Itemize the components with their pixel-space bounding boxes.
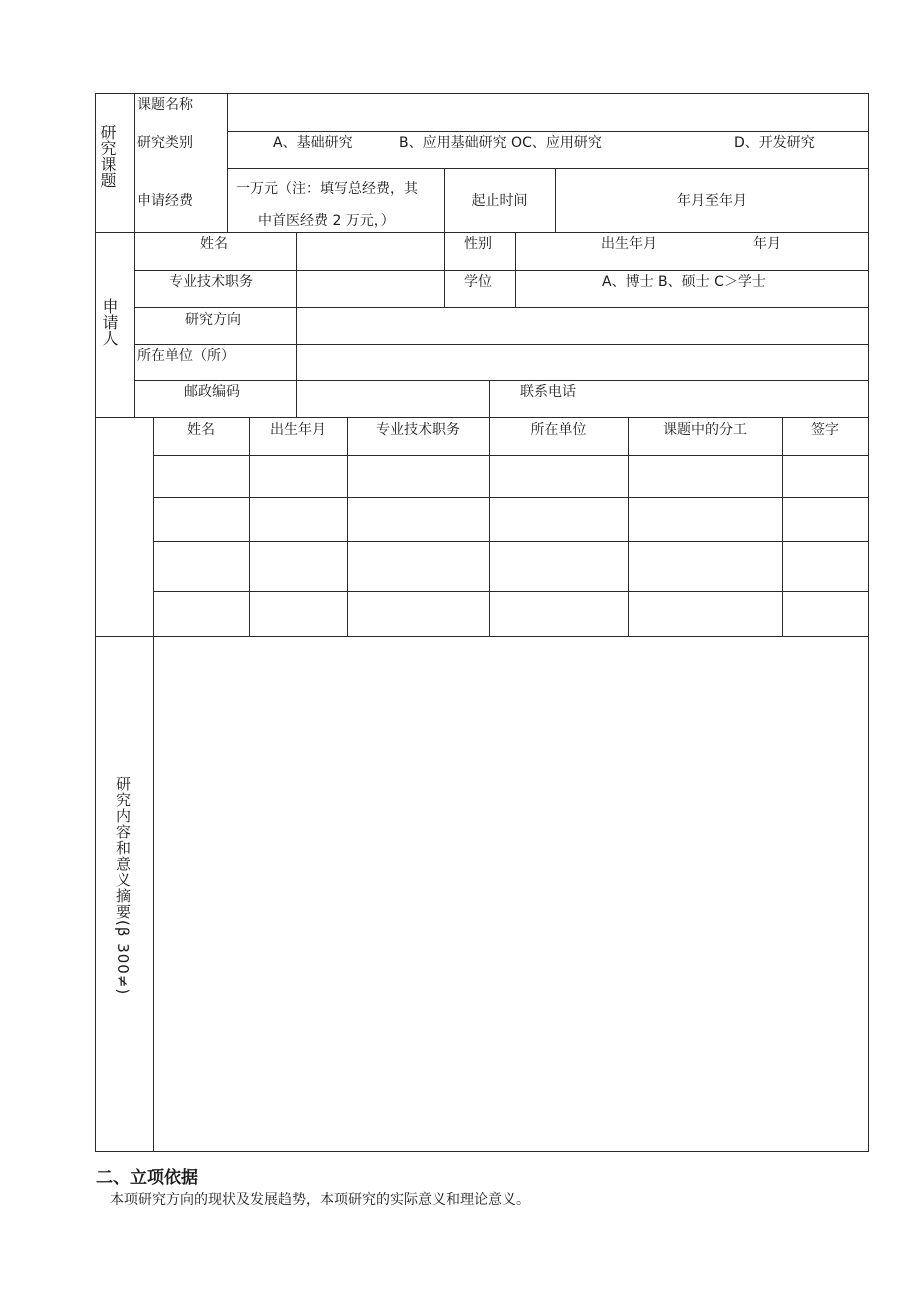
row-divider [134, 307, 869, 308]
applicant-gender-label: 性别 [464, 236, 492, 252]
col-divider [249, 417, 250, 637]
type-option-applied[interactable]: B、应用基础研究 OC、应用研究 [399, 135, 602, 151]
row-divider [134, 344, 869, 345]
funding-note-line1: 一万元（注：填写总经费，其 [236, 181, 418, 197]
section-title: 二、立项依据 [96, 1168, 198, 1188]
row-divider [227, 131, 869, 132]
col-divider [296, 232, 297, 418]
funding-note-line2: 中首医经费 2 万元，） [258, 213, 395, 229]
row-divider [153, 591, 869, 592]
members-header-signature: 签字 [811, 422, 839, 438]
members-header-name: 姓名 [187, 422, 215, 438]
members-header-unit: 所在单位 [530, 422, 587, 438]
funding-label: 申请经费 [137, 193, 193, 209]
applicant-birth-value[interactable]: 年月 [753, 236, 781, 252]
table-border-top [95, 93, 869, 94]
table-border-right [868, 93, 869, 1152]
summary-label-suffix: (β 300≠) [114, 920, 132, 996]
col-divider [489, 380, 490, 418]
section-divider [153, 417, 154, 1152]
applicant-postcode-label: 邮政编码 [184, 384, 240, 400]
col-divider [489, 417, 490, 637]
col-divider [628, 417, 629, 637]
members-header-role: 课题中的分工 [663, 422, 747, 438]
col-divider [782, 417, 783, 637]
col-divider [347, 417, 348, 637]
summary-label [114, 776, 132, 995]
col-divider [444, 232, 445, 308]
applicant-section-label: 申请人 [100, 298, 119, 346]
applicant-phone-label: 联系电话 [520, 384, 576, 400]
members-header-birth: 出生年月 [270, 422, 326, 438]
type-option-development[interactable]: D、开发研究 [734, 135, 815, 151]
topic-type-label: 研究类别 [137, 135, 193, 151]
row-divider [153, 497, 869, 498]
applicant-title-label: 专业技术职务 [169, 274, 253, 290]
applicant-degree-options[interactable]: A、博士 B、硕士 C＞学士 [602, 274, 766, 290]
row-divider [134, 380, 869, 381]
section-description: 本项研究方向的现状及发展趋势，本项研究的实际意义和理论意义。 [110, 1192, 530, 1208]
period-value[interactable]: 年月至年月 [677, 193, 747, 209]
row-divider [153, 455, 869, 456]
topic-name-label: 课题名称 [137, 97, 193, 113]
type-option-basic[interactable]: A、基础研究 [273, 135, 353, 151]
period-label: 起止时间 [471, 193, 528, 209]
section-divider-h [95, 232, 869, 233]
applicant-birth-label: 出生年月 [601, 236, 657, 252]
section-divider [134, 93, 135, 417]
section-divider-h [95, 417, 869, 418]
applicant-degree-label: 学位 [464, 274, 492, 290]
applicant-unit-label: 所在单位（所） [137, 348, 235, 364]
row-divider [227, 168, 869, 169]
table-border-bottom [95, 1151, 869, 1152]
summary-label-main: 研究内容和意义摘要 [114, 776, 132, 920]
col-divider [227, 93, 228, 233]
members-header-title: 专业技术职务 [376, 422, 460, 438]
row-divider [134, 270, 869, 271]
topic-section-label: 研究课题 [98, 124, 117, 188]
applicant-name-label: 姓名 [200, 236, 228, 252]
applicant-direction-label: 研究方向 [185, 312, 241, 328]
row-divider [153, 541, 869, 542]
table-border-left [95, 93, 96, 1152]
col-divider [515, 232, 516, 308]
section-divider-h [95, 636, 869, 637]
